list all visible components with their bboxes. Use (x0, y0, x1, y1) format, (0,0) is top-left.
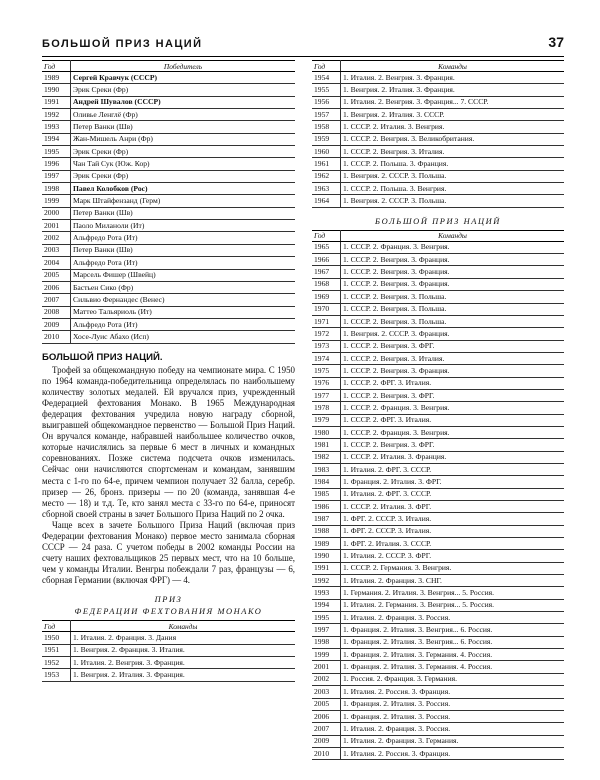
year-cell: 1995 (42, 146, 71, 158)
year-cell: 1973 (312, 340, 341, 352)
table-row (312, 84, 564, 96)
teams-cell: 1. Италия. 2. Франция. 3. Россия. (341, 723, 565, 735)
grand-prix-table-body (312, 241, 564, 759)
table-row (312, 133, 564, 145)
year-cell: 1993 (42, 121, 71, 133)
winner-cell: Паоло Миланоли (Ит) (71, 220, 296, 232)
year-cell: 1963 (312, 183, 341, 195)
table-row (312, 636, 564, 648)
table-row (42, 232, 295, 244)
year-cell: 1993 (312, 587, 341, 599)
year-cell: 1998 (42, 183, 71, 195)
teams-cell: 1. СССР. 2. Венгрия. 3. Польша. (341, 303, 565, 315)
year-cell: 1977 (312, 389, 341, 401)
table-row (42, 109, 295, 121)
teams-cell: 1. СССР. 2. Франция. 3. Венгрия. (341, 402, 565, 414)
table-row (312, 254, 564, 266)
teams-cell: 1. Италия. 2. Венгрия. 3. Франция. (341, 72, 565, 84)
table-row (312, 402, 564, 414)
table-row (42, 281, 295, 293)
year-cell: 1980 (312, 426, 341, 438)
table-row (42, 183, 295, 195)
table-row (312, 513, 564, 525)
monaco-cont-teams-header: Команды (341, 61, 565, 72)
teams-cell: 1. Италия. 2. СССР. 3. ФРГ. (341, 550, 565, 562)
winner-cell: Сергей Кравчук (СССР) (71, 72, 296, 84)
teams-cell: 1. СССР. 2. Польша. 3. Франция. (341, 158, 565, 170)
year-cell: 1951 (42, 644, 71, 656)
teams-cell: 1. СССР. 2. Венгрия. 3. Италия. (341, 146, 565, 158)
year-cell: 1972 (312, 328, 341, 340)
table-row (312, 747, 564, 759)
teams-cell: 1. Италия. 2. ФРГ. 3. СССР. (341, 488, 565, 500)
table-row (312, 463, 564, 475)
year-cell: 2010 (42, 331, 71, 343)
year-cell: 2002 (42, 232, 71, 244)
table-row (312, 315, 564, 327)
teams-cell: 1. Россия. 2. Франция. 3. Германия. (341, 673, 565, 685)
teams-cell: 1. СССР. 2. Франция. 3. Венгрия. (341, 426, 565, 438)
year-cell: 1970 (312, 303, 341, 315)
winner-cell: Марк Штайфензанд (Герм) (71, 195, 296, 207)
table-row (42, 158, 295, 170)
table-row (312, 439, 564, 451)
teams-cell: 1. Франция. 2. Италия. 3. Россия. (341, 698, 565, 710)
year-cell: 1953 (42, 669, 71, 681)
monaco-cont-year-header: Год (312, 61, 341, 72)
table-row (42, 632, 295, 644)
table-row (312, 352, 564, 364)
teams-cell: 1. СССР. 2. Венгрия. 3. Франция. (341, 254, 565, 266)
table-row (312, 377, 564, 389)
winner-cell: Хосе-Луис Абахо (Исп) (71, 331, 296, 343)
table-row (312, 170, 564, 182)
section-title: БОЛЬШОЙ ПРИЗ НАЦИЙ. (42, 351, 163, 363)
table-row (42, 207, 295, 219)
year-cell: 1966 (312, 254, 341, 266)
page-number: 37 (548, 34, 564, 50)
year-cell: 2005 (312, 698, 341, 710)
teams-cell: 1. СССР. 2. Венгрия. 3. ФРГ. (341, 389, 565, 401)
year-cell: 2002 (312, 673, 341, 685)
year-cell: 1960 (312, 146, 341, 158)
teams-cell: 1. СССР. 2. Франция. 3. Венгрия. (341, 241, 565, 253)
winner-cell: Марсель Фишер (Швейц) (71, 269, 296, 281)
table-row (312, 710, 564, 722)
table-row (312, 195, 564, 207)
year-cell: 1989 (312, 538, 341, 550)
table-row (42, 84, 295, 96)
year-cell: 1987 (312, 513, 341, 525)
monaco-caption (42, 594, 295, 618)
winner-cell: Альфредо Рота (Ит) (71, 232, 296, 244)
table-row (312, 340, 564, 352)
teams-cell: 1. ФРГ. 2. Италия. 3. СССР. (341, 538, 565, 550)
winners-table-body (42, 72, 295, 344)
table-row (312, 158, 564, 170)
year-cell: 1991 (42, 96, 71, 108)
table-row (42, 96, 295, 108)
table-row (42, 195, 295, 207)
teams-cell: 1. СССР. 2. Венгрия. 3. Польша. (341, 315, 565, 327)
teams-cell: 1. СССР. 2. Венгрия. 3. Франция. (341, 278, 565, 290)
year-cell: 2008 (42, 306, 71, 318)
table-row (312, 575, 564, 587)
year-cell: 1995 (312, 612, 341, 624)
year-cell: 2007 (312, 723, 341, 735)
teams-cell: 1. Франция. 2. Италия. 3. Венгрия... 6. Россия. (341, 636, 565, 648)
teams-cell: 1. СССР. 2. Венгрия. 3. ФРГ. (341, 439, 565, 451)
monaco-table (42, 620, 295, 681)
teams-cell: 1. Италия. 2. Германия. 3. Венгрия... 5. Россия. (341, 599, 565, 611)
year-cell: 1955 (312, 84, 341, 96)
winner-cell: Сильвио Фернандес (Венес) (71, 294, 296, 306)
table-row (312, 698, 564, 710)
table-row (312, 328, 564, 340)
year-cell: 1997 (42, 170, 71, 182)
teams-cell: 1. Италия. 2. Россия. 3. Франция. (341, 747, 565, 759)
table-row (42, 644, 295, 656)
monaco-teams-header: Команды (71, 621, 296, 632)
teams-cell: 1. СССР. 2. Венгрия. 3. Франция. (341, 266, 565, 278)
year-cell: 1997 (312, 624, 341, 636)
teams-cell: 1. Франция. 2. Италия. 3. Венгрия... 6. Россия. (341, 624, 565, 636)
year-cell: 1992 (42, 109, 71, 121)
year-cell: 1991 (312, 562, 341, 574)
year-cell: 1957 (312, 109, 341, 121)
table-row (42, 121, 295, 133)
teams-cell: 1. СССР. 2. Италия. 3. Венгрия. (341, 121, 565, 133)
right-column (312, 60, 564, 760)
teams-cell: 1. Венгрия. 2. Франция. 3. Италия. (71, 644, 296, 656)
teams-cell: 1. Франция. 2. Италия. 3. Россия. (341, 710, 565, 722)
table-row (312, 389, 564, 401)
year-cell: 1990 (42, 84, 71, 96)
year-cell: 1996 (42, 158, 71, 170)
year-cell: 1985 (312, 488, 341, 500)
table-row (312, 146, 564, 158)
table-row (312, 96, 564, 108)
table-row (312, 550, 564, 562)
table-row (42, 133, 295, 145)
table-row (312, 599, 564, 611)
year-cell: 1994 (312, 599, 341, 611)
teams-cell: 1. СССР. 2. Венгрия. 3. Италия. (341, 352, 565, 364)
year-cell: 2006 (42, 281, 71, 293)
grand-prix-caption: БОЛЬШОЙ ПРИЗ НАЦИЙ (375, 216, 501, 226)
year-cell: 1967 (312, 266, 341, 278)
teams-cell: 1. Венгрия. 2. СССР. 3. Франция. (341, 328, 565, 340)
table-row (312, 72, 564, 84)
table-row (42, 220, 295, 232)
table-row (42, 669, 295, 681)
grand-prix-table (312, 230, 564, 760)
section-paragraph-2: Чаще всех в зачете Большого Приза Наций (включая приз Федерации фехтования Монако) первое место занимала сборная СССР — 24 раза. С учетом победы в 2002 команды России на счету наших фехтовальщиков 25 первых мест, что на 10 больше, чем у команды Италии. Венгры побеждали 7 раз, французы — 6, сборная Германии (включая ФРГ) — 4. (42, 519, 295, 586)
year-cell: 2001 (312, 661, 341, 673)
table-row (312, 414, 564, 426)
teams-cell: 1. Италия. 2. Россия. 3. Франция. (341, 686, 565, 698)
year-cell: 1971 (312, 315, 341, 327)
table-row (312, 723, 564, 735)
table-row (312, 735, 564, 747)
year-cell: 1964 (312, 195, 341, 207)
year-cell: 1983 (312, 463, 341, 475)
teams-cell: 1. ФРГ. 2. СССР. 3. Италия. (341, 513, 565, 525)
monaco-table-body (42, 632, 295, 681)
year-cell: 1994 (42, 133, 71, 145)
year-cell: 2006 (312, 710, 341, 722)
table-row (312, 562, 564, 574)
table-row (312, 291, 564, 303)
year-cell: 1959 (312, 133, 341, 145)
teams-cell: 1. СССР. 2. Венгрия. 3. Франция. (341, 365, 565, 377)
table-row (42, 257, 295, 269)
year-cell: 1990 (312, 550, 341, 562)
year-cell: 1956 (312, 96, 341, 108)
year-cell: 2010 (312, 747, 341, 759)
teams-cell: 1. СССР. 2. ФРГ. 3. Италия. (341, 414, 565, 426)
year-cell: 1998 (312, 636, 341, 648)
winner-cell: Жан-Мишель Анри (Фр) (71, 133, 296, 145)
year-cell: 1950 (42, 632, 71, 644)
table-row (312, 624, 564, 636)
winner-cell: Эрик Среки (Фр) (71, 170, 296, 182)
year-cell: 2009 (312, 735, 341, 747)
teams-cell: 1. Италия. 2. Венгрия. 3. Франция. (71, 657, 296, 669)
table-row (312, 476, 564, 488)
table-row (42, 318, 295, 330)
grand-prix-year-header: Год (312, 230, 341, 241)
year-cell: 1965 (312, 241, 341, 253)
year-cell: 1958 (312, 121, 341, 133)
table-row (42, 306, 295, 318)
winner-cell: Андрей Шувалов (СССР) (71, 96, 296, 108)
left-column (42, 60, 295, 682)
table-row (42, 146, 295, 158)
winner-cell: Оливье Ленглё (Фр) (71, 109, 296, 121)
teams-cell: 1. СССР. 2. Италия. 3. Франция. (341, 451, 565, 463)
year-cell: 1999 (312, 649, 341, 661)
table-row (312, 587, 564, 599)
table-row (312, 121, 564, 133)
teams-cell: 1. Венгрия. 2. СССР. 3. Польша. (341, 170, 565, 182)
table-row (42, 331, 295, 343)
table-row (312, 266, 564, 278)
year-cell: 2007 (42, 294, 71, 306)
year-cell: 2003 (312, 686, 341, 698)
table-row (312, 303, 564, 315)
monaco-cont-table-body (312, 72, 564, 208)
year-cell: 1976 (312, 377, 341, 389)
teams-cell: 1. Италия. 2. Венгрия. 3. Франция... 7. СССР. (341, 96, 565, 108)
table-row (42, 269, 295, 281)
year-cell: 1952 (42, 657, 71, 669)
year-cell: 1981 (312, 439, 341, 451)
teams-cell: 1. Венгрия. 2. СССР. 3. Польша. (341, 195, 565, 207)
teams-cell: 1. Италия. 2. Франция. 3. Германия. (341, 735, 565, 747)
winner-cell: Альфредо Рота (Ит) (71, 257, 296, 269)
year-cell: 2004 (42, 257, 71, 269)
teams-cell: 1. СССР. 2. Венгрия. 3. ФРГ. (341, 340, 565, 352)
monaco-cont-table (312, 60, 564, 208)
winner-cell: Павел Колобков (Рос) (71, 183, 296, 195)
table-row (312, 686, 564, 698)
winners-name-header: Победитель (71, 61, 296, 72)
running-header (42, 34, 564, 57)
table-row (312, 673, 564, 685)
teams-cell: 1. Италия. 2. Франция. 3. Дания (71, 632, 296, 644)
table-row (312, 365, 564, 377)
year-cell: 1961 (312, 158, 341, 170)
winner-cell: Маттео Тальяриоль (Ит) (71, 306, 296, 318)
grand-prix-teams-header: Команды (341, 230, 565, 241)
teams-cell: 1. Франция. 2. Италия. 3. ФРГ. (341, 476, 565, 488)
teams-cell: 1. Италия. 2. ФРГ. 3. СССР. (341, 463, 565, 475)
table-row (312, 501, 564, 513)
table-row (312, 278, 564, 290)
year-cell: 2001 (42, 220, 71, 232)
winners-year-header: Год (42, 61, 71, 72)
table-row (312, 525, 564, 537)
year-cell: 1975 (312, 365, 341, 377)
winner-cell: Чан Тай Сук (Юж. Кор) (71, 158, 296, 170)
table-row (42, 294, 295, 306)
year-cell: 2000 (42, 207, 71, 219)
teams-cell: 1. Италия. 2. Франция. 3. СНГ. (341, 575, 565, 587)
winner-cell: Эрик Среки (Фр) (71, 146, 296, 158)
winner-cell: Петер Ванки (Шв) (71, 244, 296, 256)
year-cell: 1986 (312, 501, 341, 513)
table-row (42, 244, 295, 256)
teams-cell: 1. Италия. 2. Франция. 3. Россия. (341, 612, 565, 624)
teams-cell: 1. СССР. 2. Венгрия. 3. Великобритания. (341, 133, 565, 145)
table-row (312, 612, 564, 624)
year-cell: 2009 (42, 318, 71, 330)
year-cell: 1982 (312, 451, 341, 463)
winner-cell: Альфредо Рота (Ит) (71, 318, 296, 330)
winner-cell: Петер Ванки (Шв) (71, 207, 296, 219)
year-cell: 1969 (312, 291, 341, 303)
year-cell: 1968 (312, 278, 341, 290)
year-cell: 2005 (42, 269, 71, 281)
teams-cell: 1. СССР. 2. ФРГ. 3. Италия. (341, 377, 565, 389)
table-row (42, 657, 295, 669)
year-cell: 1989 (42, 72, 71, 84)
year-cell: 1988 (312, 525, 341, 537)
year-cell: 1999 (42, 195, 71, 207)
teams-cell: 1. Франция. 2. Италия. 3. Германия. 4. Россия. (341, 661, 565, 673)
table-row (42, 72, 295, 84)
year-cell: 2003 (42, 244, 71, 256)
table-row (312, 661, 564, 673)
teams-cell: 1. СССР. 2. Польша. 3. Венгрия. (341, 183, 565, 195)
teams-cell: 1. СССР. 2. Венгрия. 3. Польша. (341, 291, 565, 303)
monaco-caption-line-2: ФЕДЕРАЦИИ ФЕХТОВАНИЯ МОНАКО (74, 607, 263, 617)
winner-cell: Петер Ванки (Шв) (71, 121, 296, 133)
teams-cell: 1. СССР. 2. Германия. 3. Венгрия. (341, 562, 565, 574)
teams-cell: 1. Венгрия. 2. Италия. 3. Франция. (71, 669, 296, 681)
table-row (312, 426, 564, 438)
table-row (312, 488, 564, 500)
running-header-title: БОЛЬШОЙ ПРИЗ НАЦИЙ (42, 38, 203, 50)
table-row (312, 183, 564, 195)
year-cell: 1974 (312, 352, 341, 364)
table-row (312, 241, 564, 253)
table-row (312, 538, 564, 550)
teams-cell: 1. Венгрия. 2. Италия. 3. Франция. (341, 84, 565, 96)
teams-cell: 1. Германия. 2. Италия. 3. Венгрия... 5. Россия. (341, 587, 565, 599)
teams-cell: 1. ФРГ. 2. СССР. 3. Италия. (341, 525, 565, 537)
year-cell: 1978 (312, 402, 341, 414)
winners-table (42, 60, 295, 344)
section-paragraph-1: Трофей за общекомандную победу на чемпионате мира. С 1950 по 1964 команда-победительница определялась по наибольшему количеству золотых медалей. Ей вручался приз, учрежденный Федерацией фехтования Монако. В 1965 Международная федерация фехтования учредила новую награду сборной, выигравшей общекомандное первенство — Большой Приз Наций. Он вручался команде, набравшей наибольшее количество очков, которые начислялись за первые 6 мест в личных и командных соревнованиях. Позже система подсчета очков изменилась. Сейчас они начисляются спортсменам и командам, занявшим места с 1-го по 64-е, причем чемпион получает 32 балла, серебр. призер — 26, бронз. призеры — по 20 (команда, занявшая 4-е место — 18) и т.д. Те, кто занял места с 33-го по 64-е, приносят сборной своей страны в зачет Большого Приза Наций по 2 очка. (42, 364, 295, 519)
year-cell: 1984 (312, 476, 341, 488)
teams-cell: 1. СССР. 2. Италия. 3. ФРГ. (341, 501, 565, 513)
year-cell: 1962 (312, 170, 341, 182)
table-row (42, 170, 295, 182)
monaco-year-header: Год (42, 621, 71, 632)
year-cell: 1954 (312, 72, 341, 84)
winner-cell: Эрик Среки (Фр) (71, 84, 296, 96)
table-row (312, 649, 564, 661)
table-row (312, 451, 564, 463)
year-cell: 1979 (312, 414, 341, 426)
teams-cell: 1. Венгрия. 2. Италия. 3. СССР. (341, 109, 565, 121)
teams-cell: 1. Франция. 2. Италия. 3. Германия. 4. Россия. (341, 649, 565, 661)
winner-cell: Бастьен Сико (Фр) (71, 281, 296, 293)
year-cell: 1992 (312, 575, 341, 587)
table-row (312, 109, 564, 121)
monaco-caption-line-1: ПРИЗ (154, 595, 183, 605)
